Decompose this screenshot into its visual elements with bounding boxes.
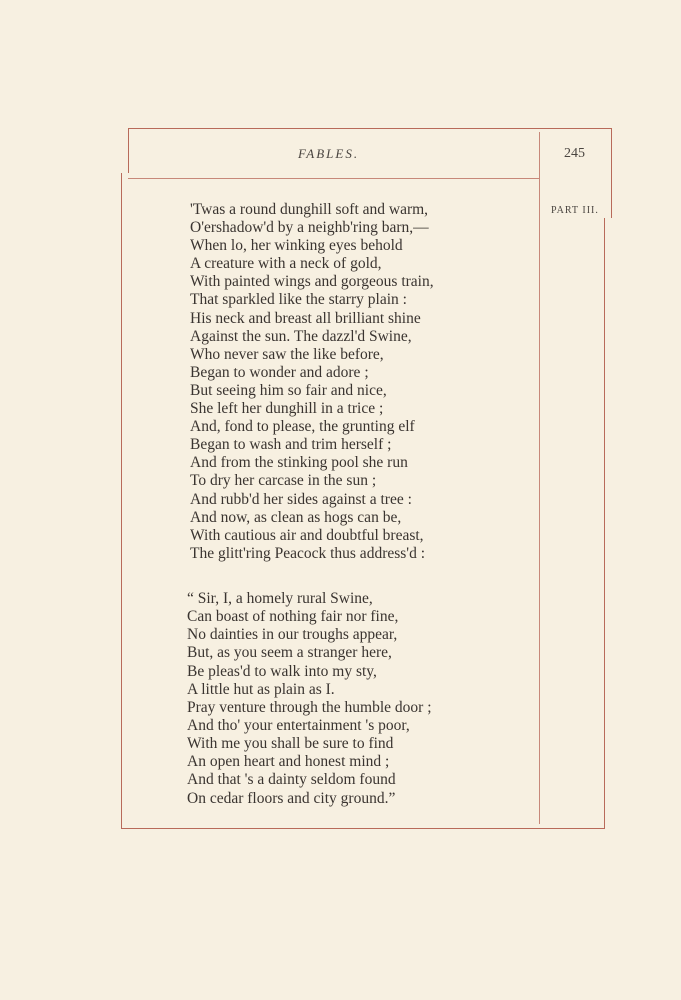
poem-line: Began to wash and trim herself ; — [190, 436, 392, 454]
poem-line: On cedar floors and city ground.” — [187, 789, 396, 807]
poem-line: But, as you seem a stranger here, — [187, 644, 392, 662]
poem-line: And, fond to please, the grunting elf — [190, 418, 415, 436]
running-head: FABLES. — [298, 146, 360, 161]
poem-line: And rubb'd her sides against a tree : — [190, 490, 412, 508]
poem-line: Be pleas'd to walk into my sty, — [187, 662, 377, 680]
poem-line: When lo, her winking eyes behold — [190, 237, 403, 255]
poem-line: 'Twas a round dunghill soft and warm, — [190, 201, 429, 218]
poem-line: And now, as clean as hogs can be, — [190, 508, 402, 526]
margin-column-divider — [539, 132, 540, 824]
poem-line: She left her dunghill in a trice ; — [190, 400, 384, 418]
poem-line: To dry her carcase in the sun ; — [190, 472, 377, 490]
poem-line: Began to wonder and adore ; — [190, 363, 369, 381]
poem-line: The glitt'ring Peacock thus address'd : — [190, 544, 426, 562]
poem-line: “ Sir, I, a homely rural Swine, — [187, 590, 373, 607]
frame-border-right — [604, 218, 605, 829]
poem-line: A creature with a neck of gold, — [190, 255, 382, 273]
frame-border-bottom — [121, 828, 605, 829]
poem-line: That sparkled like the starry plain : — [190, 291, 407, 309]
poem-line: An open heart and honest mind ; — [187, 753, 390, 771]
poem-stanza-2 — [187, 590, 432, 808]
poem-line: His neck and breast all brilliant shine — [190, 309, 421, 327]
poem-line: And that 's a dainty seldom found — [187, 771, 396, 789]
part-label: PART III. — [551, 205, 599, 216]
frame-border-top — [128, 128, 612, 129]
poem-line: But seeing him so fair and nice, — [190, 381, 387, 399]
poem-line: With cautious air and doubtful breast, — [190, 526, 424, 544]
frame-border-right-upper — [611, 128, 612, 218]
poem-line: Who never saw the like before, — [190, 345, 384, 363]
poem-line: And tho' your entertainment 's poor, — [187, 716, 410, 734]
page-number: 245 — [564, 146, 585, 161]
header-rule — [128, 178, 539, 179]
poem-line: O'ershadow'd by a neighb'ring barn,— — [190, 219, 429, 237]
poem-line: With me you shall be sure to find — [187, 735, 394, 753]
poem-line: No dainties in our troughs appear, — [187, 626, 398, 644]
poem-line: And from the stinking pool she run — [190, 454, 408, 472]
frame-border-left-upper — [128, 128, 129, 173]
poem-line: Can boast of nothing fair nor fine, — [187, 608, 399, 626]
poem-line: A little hut as plain as I. — [187, 680, 335, 698]
poem-stanza-1 — [190, 201, 434, 563]
poem-line: With painted wings and gorgeous train, — [190, 273, 434, 291]
poem-line: Against the sun. The dazzl'd Swine, — [190, 327, 412, 345]
poem-line: Pray venture through the humble door ; — [187, 698, 432, 716]
frame-border-left — [121, 173, 122, 829]
